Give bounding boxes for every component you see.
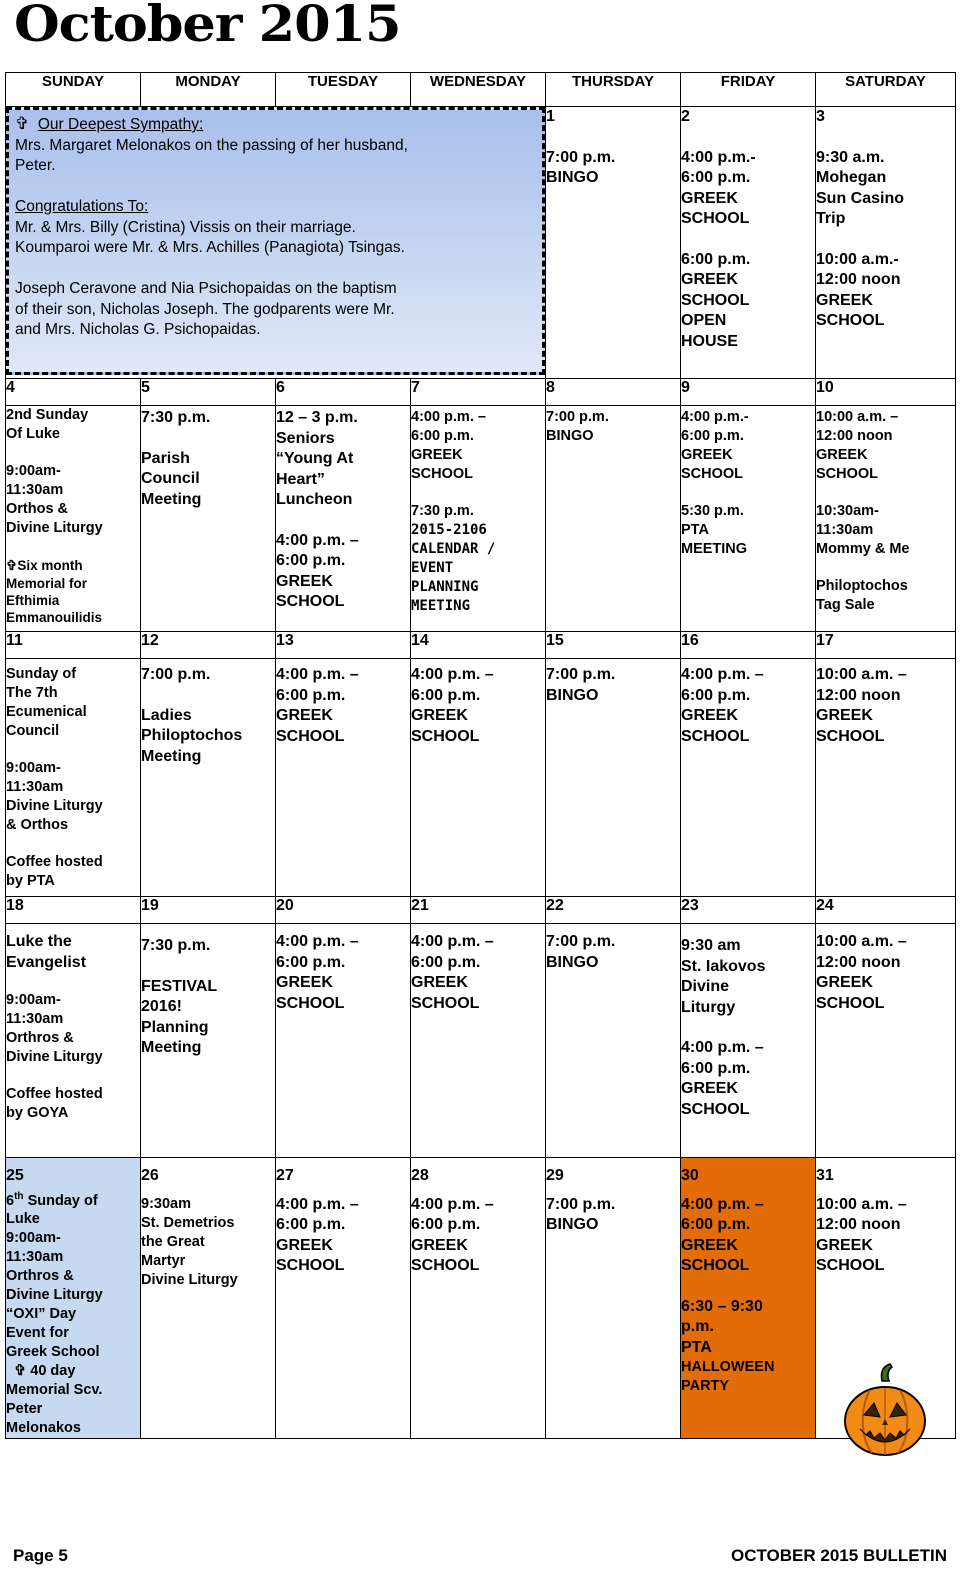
ordinal-suffix: th bbox=[14, 1190, 24, 1202]
day-number: 20 bbox=[276, 897, 411, 924]
day-number: 24 bbox=[816, 897, 956, 924]
event-line: 9:30 a.m. bbox=[816, 148, 885, 166]
event-row-3 bbox=[6, 659, 956, 897]
event-line: GREEK bbox=[816, 447, 868, 463]
date-row-2 bbox=[6, 379, 956, 406]
congrats-line: Koumparoi were Mr. & Mrs. Achilles (Panagiota) Tsingas. bbox=[15, 239, 405, 256]
event-line: Tag Sale bbox=[816, 597, 875, 613]
event-line: SCHOOL bbox=[816, 727, 885, 745]
event-line: 4:00 p.m. – bbox=[681, 666, 764, 683]
event-line: GREEK bbox=[816, 1236, 873, 1254]
event-line: “Young At bbox=[276, 450, 354, 467]
day-cell-26 bbox=[141, 1158, 276, 1439]
day-events bbox=[816, 924, 956, 1158]
event-line: GREEK bbox=[816, 707, 873, 724]
event-line: Seniors bbox=[276, 429, 335, 447]
event-line: Orthros & bbox=[6, 1030, 74, 1046]
event-line: 2nd Sunday bbox=[6, 407, 89, 423]
day-cell-3 bbox=[816, 107, 956, 379]
event-line: 6:00 p.m. bbox=[411, 428, 474, 444]
event-line: 4:00 p.m.- bbox=[681, 409, 749, 425]
event-line: 11:30am bbox=[6, 482, 64, 498]
memorial-text: 40 day bbox=[30, 1363, 76, 1380]
event-line: 6:00 p.m. bbox=[681, 169, 751, 186]
event-line: 11:30am bbox=[6, 1249, 64, 1266]
event-line: Greek School bbox=[6, 1344, 100, 1361]
week-row-5 bbox=[6, 1158, 956, 1439]
weekday-wednesday: WEDNESDAY bbox=[411, 73, 546, 107]
sympathy-line: Peter. bbox=[15, 157, 56, 174]
event-line: Peter bbox=[6, 1401, 43, 1418]
event-line: 6:00 p.m. bbox=[681, 250, 751, 268]
day-events bbox=[6, 659, 141, 897]
event-line: 12 – 3 p.m. bbox=[276, 409, 358, 426]
event-line: 4:00 p.m.- bbox=[681, 148, 756, 166]
event-line: 6:00 p.m. bbox=[276, 1216, 346, 1233]
event-line: BINGO bbox=[546, 428, 594, 444]
baptism-line: and Mrs. Nicholas G. Psichopaidas. bbox=[15, 321, 261, 338]
event-line: SCHOOL bbox=[411, 994, 480, 1012]
event-line: CALENDAR / bbox=[411, 541, 496, 557]
weekday-tuesday: TUESDAY bbox=[276, 73, 411, 107]
event-line: PTA bbox=[681, 1338, 712, 1356]
event-line: p.m. bbox=[681, 1318, 714, 1335]
event-line: Melonakos bbox=[6, 1420, 81, 1437]
event-line: 6:00 p.m. bbox=[276, 552, 346, 569]
day-number: 8 bbox=[546, 379, 681, 406]
event-line: Meeting bbox=[141, 490, 202, 508]
day-events bbox=[141, 924, 276, 1158]
event-line: 4:00 p.m. – bbox=[276, 666, 359, 683]
event-line: 4:00 p.m. – bbox=[681, 1195, 764, 1213]
day-number: 21 bbox=[411, 897, 546, 924]
event-line: 9:00am- bbox=[6, 992, 61, 1008]
event-line: Philoptochos bbox=[141, 727, 243, 744]
event-line: 6:00 p.m. bbox=[411, 1216, 481, 1233]
event-line: Divine Liturgy bbox=[6, 1049, 103, 1065]
event-line: MEETING bbox=[411, 598, 471, 614]
day-number: 16 bbox=[681, 632, 816, 659]
event-line: Efthimia bbox=[6, 593, 60, 608]
event-line: GREEK bbox=[276, 572, 333, 590]
event-line: 12:00 noon bbox=[816, 271, 901, 288]
day-events bbox=[546, 406, 681, 632]
event-line: 4:00 p.m. – bbox=[681, 1039, 764, 1056]
event-line: 10:00 a.m. – bbox=[816, 1195, 907, 1213]
event-line: 7:00 p.m. bbox=[141, 666, 211, 683]
day-number: 14 bbox=[411, 632, 546, 659]
event-line: 11:30am bbox=[6, 779, 64, 795]
event-line: 4:00 p.m. – bbox=[411, 666, 494, 683]
event-line: Mommy & Me bbox=[816, 541, 910, 557]
weekday-saturday: SATURDAY bbox=[816, 73, 956, 107]
weekday-header-row bbox=[6, 73, 956, 107]
day-cell-27 bbox=[276, 1158, 411, 1439]
event-line: GREEK bbox=[816, 291, 873, 309]
event-line: PLANNING bbox=[411, 579, 479, 595]
event-line: BINGO bbox=[546, 686, 599, 704]
event-line: SCHOOL bbox=[276, 1257, 345, 1274]
date-row-4 bbox=[6, 897, 956, 924]
day-number: 1 bbox=[546, 108, 555, 125]
event-line: The 7th bbox=[6, 685, 58, 701]
event-line: 12:00 noon bbox=[816, 686, 901, 704]
event-line: 7:30 p.m. bbox=[141, 937, 211, 954]
event-line: Memorial Scv. bbox=[6, 1382, 103, 1399]
day-number: 18 bbox=[6, 897, 141, 924]
day-number: 28 bbox=[411, 1167, 429, 1184]
day-cell-30 bbox=[681, 1158, 816, 1439]
event-line: Divine Liturgy bbox=[6, 798, 103, 814]
event-line: 6:00 p.m. bbox=[681, 428, 744, 444]
event-line: 12:00 noon bbox=[816, 953, 901, 971]
event-line: Martyr bbox=[141, 1252, 186, 1269]
event-line: SCHOOL bbox=[681, 727, 750, 745]
event-line: SCHOOL bbox=[816, 466, 879, 482]
event-line: 6:00 p.m. bbox=[411, 686, 481, 704]
day-number: 23 bbox=[681, 897, 816, 924]
congrats-heading: Congratulations To: bbox=[15, 198, 149, 215]
weekday-thursday: THURSDAY bbox=[546, 73, 681, 107]
day-events bbox=[276, 406, 411, 632]
event-line bbox=[6, 1187, 140, 1211]
date-row-3 bbox=[6, 632, 956, 659]
day-number: 15 bbox=[546, 632, 681, 659]
event-line: Evangelist bbox=[6, 953, 87, 971]
day-number: 4 bbox=[6, 379, 141, 406]
day-events bbox=[681, 659, 816, 897]
event-line: 4:00 p.m. – bbox=[411, 933, 494, 950]
cross-icon: ✞ bbox=[15, 114, 30, 133]
event-line: GREEK bbox=[816, 974, 873, 991]
event-line: & Orthos bbox=[6, 817, 69, 833]
sympathy-line: Mrs. Margaret Melonakos on the passing of her husband, bbox=[15, 136, 408, 154]
event-line: GREEK bbox=[276, 1236, 333, 1254]
event-line: GREEK bbox=[681, 447, 733, 463]
event-line: the Great bbox=[141, 1233, 205, 1250]
day-cell-1 bbox=[546, 107, 681, 379]
event-line: Emmanouilidis bbox=[6, 610, 103, 625]
event-line: Event for bbox=[6, 1325, 69, 1342]
page-title: October 2015 bbox=[14, 0, 401, 53]
event-line: Meeting bbox=[141, 747, 202, 765]
event-line: Divine Liturgy bbox=[141, 1271, 238, 1288]
event-line: 12:00 noon bbox=[816, 1216, 901, 1233]
event-line: SCHOOL bbox=[411, 1257, 480, 1274]
event-line: MEETING bbox=[681, 541, 748, 557]
day-events bbox=[546, 659, 681, 897]
event-line: Ladies bbox=[141, 706, 192, 724]
day-cell-25 bbox=[6, 1158, 141, 1439]
event-line: BINGO bbox=[546, 169, 599, 186]
calendar-grid bbox=[5, 72, 956, 1439]
day-number: 27 bbox=[276, 1167, 294, 1184]
ordinal-text: Sunday of bbox=[27, 1192, 98, 1209]
event-line: Luncheon bbox=[276, 491, 353, 508]
cross-icon: ✞ bbox=[6, 558, 18, 573]
event-line: Divine Liturgy bbox=[6, 1287, 103, 1304]
event-line: Liturgy bbox=[681, 998, 736, 1016]
event-line: 7:00 p.m. bbox=[546, 148, 616, 166]
event-line: GREEK bbox=[681, 189, 738, 207]
event-line: 4:00 p.m. – bbox=[276, 531, 359, 549]
event-line: 10:00 a.m. – bbox=[816, 666, 907, 683]
event-line: 6:00 p.m. bbox=[276, 953, 346, 971]
event-line: 9:30 am bbox=[681, 937, 741, 954]
day-events bbox=[681, 406, 816, 632]
event-line: GREEK bbox=[411, 1236, 468, 1254]
event-line: 7:00 p.m. bbox=[546, 409, 609, 425]
day-number: 26 bbox=[141, 1167, 159, 1184]
pumpkin-icon bbox=[842, 1363, 928, 1459]
event-line: GREEK bbox=[681, 1080, 738, 1097]
footer-page-number: Page 5 bbox=[13, 1546, 68, 1565]
event-line: Of Luke bbox=[6, 426, 60, 442]
event-line: Philoptochos bbox=[816, 578, 908, 594]
event-line: St. Iakovos bbox=[681, 957, 766, 975]
event-line: 6:00 p.m. bbox=[681, 686, 751, 704]
event-line: 6:00 p.m. bbox=[681, 1059, 751, 1077]
day-number: 6 bbox=[276, 379, 411, 406]
event-line: 6:00 p.m. bbox=[411, 953, 481, 971]
day-events bbox=[411, 924, 546, 1158]
event-line: GREEK bbox=[411, 707, 468, 724]
day-number: 9 bbox=[681, 379, 816, 406]
event-line: 7:00 p.m. bbox=[546, 933, 616, 950]
day-events bbox=[411, 406, 546, 632]
day-number: 12 bbox=[141, 632, 276, 659]
ordinal-number: 6 bbox=[6, 1192, 15, 1209]
event-line: FESTIVAL bbox=[141, 977, 218, 995]
event-line: Memorial for bbox=[6, 576, 88, 591]
day-events bbox=[6, 924, 141, 1158]
baptism-line: Joseph Ceravone and Nia Psichopaidas on the baptism bbox=[15, 280, 397, 297]
event-line: Sun Casino bbox=[816, 189, 905, 207]
event-line: by GOYA bbox=[6, 1105, 69, 1121]
event-line: SCHOOL bbox=[411, 466, 474, 482]
event-line: SCHOOL bbox=[816, 312, 885, 329]
event-line: PARTY bbox=[681, 1378, 730, 1394]
event-row-2 bbox=[6, 406, 956, 632]
day-number: 30 bbox=[681, 1167, 699, 1184]
event-line: 10:00 a.m.- bbox=[816, 250, 899, 268]
day-number: 13 bbox=[276, 632, 411, 659]
event-line: GREEK bbox=[411, 447, 463, 463]
day-cell-2 bbox=[681, 107, 816, 379]
day-cell-29 bbox=[546, 1158, 681, 1439]
event-line: Divine Liturgy bbox=[6, 520, 103, 536]
event-line: 2015-2106 bbox=[411, 522, 487, 538]
day-number: 10 bbox=[816, 379, 956, 406]
event-line: SCHOOL bbox=[681, 1100, 750, 1118]
event-line: SCHOOL bbox=[681, 291, 750, 309]
event-line: 6:00 p.m. bbox=[681, 1216, 751, 1233]
day-events bbox=[6, 406, 141, 632]
day-events bbox=[816, 406, 956, 632]
event-line: 9:00am- bbox=[6, 463, 61, 479]
event-line: 12:00 noon bbox=[816, 428, 893, 444]
event-line: SCHOOL bbox=[816, 1257, 885, 1274]
day-number: 29 bbox=[546, 1167, 564, 1184]
event-row-4 bbox=[6, 924, 956, 1158]
event-line: Mohegan bbox=[816, 169, 887, 186]
event-line: SCHOOL bbox=[411, 727, 480, 745]
day-number: 17 bbox=[816, 632, 956, 659]
event-line: Meeting bbox=[141, 1039, 202, 1056]
event-line: Luke bbox=[6, 1211, 40, 1228]
event-line: HALLOWEEN bbox=[681, 1359, 775, 1375]
event-line: 5:30 p.m. bbox=[681, 503, 744, 519]
day-events bbox=[276, 924, 411, 1158]
event-line: PTA bbox=[681, 522, 709, 538]
event-line: 7:30 p.m. bbox=[411, 503, 474, 519]
event-line: 7:00 p.m. bbox=[546, 666, 616, 683]
day-number: 25 bbox=[6, 1167, 24, 1184]
event-line: 7:30 p.m. bbox=[141, 409, 211, 426]
event-line: GREEK bbox=[276, 974, 333, 991]
event-line: GREEK bbox=[681, 271, 738, 288]
event-line: 10:00 a.m. – bbox=[816, 409, 899, 425]
event-line: SCHOOL bbox=[681, 466, 744, 482]
weekday-friday: FRIDAY bbox=[681, 73, 816, 107]
day-events bbox=[546, 924, 681, 1158]
event-line: GREEK bbox=[276, 707, 333, 724]
event-line: Orthros & bbox=[6, 1268, 74, 1285]
weekday-monday: MONDAY bbox=[141, 73, 276, 107]
event-line: SCHOOL bbox=[681, 210, 750, 227]
event-line: Parish bbox=[141, 449, 190, 467]
event-line: 11:30am bbox=[6, 1011, 64, 1027]
event-line: 9:30am bbox=[141, 1195, 191, 1212]
event-line: 4:00 p.m. – bbox=[276, 1195, 359, 1213]
event-line: SCHOOL bbox=[276, 727, 345, 745]
event-line: St. Demetrios bbox=[141, 1214, 235, 1231]
event-line: Coffee hosted bbox=[6, 854, 103, 870]
day-number: 22 bbox=[546, 897, 681, 924]
event-line: 10:30am- bbox=[816, 503, 879, 519]
congrats-line: Mr. & Mrs. Billy (Cristina) Vissis on their marriage. bbox=[15, 218, 356, 236]
cross-icon: ✞ bbox=[14, 1363, 27, 1380]
event-line: 7:00 p.m. bbox=[546, 1195, 616, 1213]
event-line: Council bbox=[141, 470, 200, 487]
event-line bbox=[6, 556, 140, 575]
day-number: 5 bbox=[141, 379, 276, 406]
event-line: BINGO bbox=[546, 953, 599, 971]
event-line: Heart” bbox=[276, 470, 325, 488]
day-number: 7 bbox=[411, 379, 546, 406]
sympathy-heading: Our Deepest Sympathy: bbox=[37, 116, 204, 133]
event-line: Divine bbox=[681, 978, 730, 995]
event-line: Trip bbox=[816, 210, 846, 227]
footer-bulletin-name: OCTOBER 2015 BULLETIN bbox=[730, 1546, 947, 1565]
announcement-cell bbox=[6, 107, 546, 379]
event-line: GREEK bbox=[681, 707, 738, 724]
event-line: 10:00 a.m. – bbox=[816, 933, 907, 950]
event-line: 4:00 p.m. – bbox=[411, 409, 486, 425]
day-number: 3 bbox=[816, 108, 825, 125]
event-line: 6:30 – 9:30 bbox=[681, 1297, 763, 1315]
event-line: EVENT bbox=[411, 560, 454, 576]
event-line: 6:00 p.m. bbox=[276, 686, 346, 704]
announcement-box bbox=[6, 107, 545, 375]
day-events bbox=[141, 406, 276, 632]
week-row-1 bbox=[6, 107, 956, 379]
day-number: 19 bbox=[141, 897, 276, 924]
event-line: Ecumenical bbox=[6, 704, 87, 720]
day-events bbox=[816, 659, 956, 897]
day-cell-28 bbox=[411, 1158, 546, 1439]
memorial-text: Six month bbox=[17, 558, 83, 573]
day-events bbox=[411, 659, 546, 897]
event-line: “OXI” Day bbox=[6, 1306, 77, 1323]
event-line: 2016! bbox=[141, 998, 182, 1015]
baptism-line: of their son, Nicholas Joseph. The godparents were Mr. bbox=[15, 300, 395, 318]
day-events bbox=[276, 659, 411, 897]
day-events bbox=[681, 924, 816, 1158]
event-line: Orthos & bbox=[6, 501, 69, 517]
event-line: SCHOOL bbox=[276, 994, 345, 1012]
event-line: HOUSE bbox=[681, 332, 738, 350]
day-number: 31 bbox=[816, 1167, 834, 1184]
event-line: GREEK bbox=[681, 1236, 738, 1254]
event-line: 9:00am- bbox=[6, 760, 61, 776]
event-line: BINGO bbox=[546, 1216, 599, 1233]
event-line: 9:00am- bbox=[6, 1230, 61, 1247]
event-line: by PTA bbox=[6, 873, 55, 889]
event-line: OPEN bbox=[681, 312, 727, 329]
event-line: 4:00 p.m. – bbox=[411, 1195, 494, 1213]
event-line bbox=[6, 1362, 140, 1381]
event-line: Sunday of bbox=[6, 666, 77, 682]
event-line: Coffee hosted bbox=[6, 1086, 103, 1102]
event-line: 11:30am bbox=[816, 522, 874, 538]
event-line: Council bbox=[6, 723, 60, 739]
day-number: 2 bbox=[681, 108, 690, 125]
day-events bbox=[141, 659, 276, 897]
weekday-sunday: SUNDAY bbox=[6, 73, 141, 107]
event-line: SCHOOL bbox=[816, 994, 885, 1012]
event-line: Planning bbox=[141, 1018, 209, 1036]
event-line: GREEK bbox=[411, 974, 468, 991]
event-line: SCHOOL bbox=[276, 593, 345, 610]
event-line: Luke the bbox=[6, 933, 72, 950]
event-line: 4:00 p.m. – bbox=[276, 933, 359, 950]
day-number: 11 bbox=[6, 632, 141, 659]
event-line: SCHOOL bbox=[681, 1257, 750, 1274]
